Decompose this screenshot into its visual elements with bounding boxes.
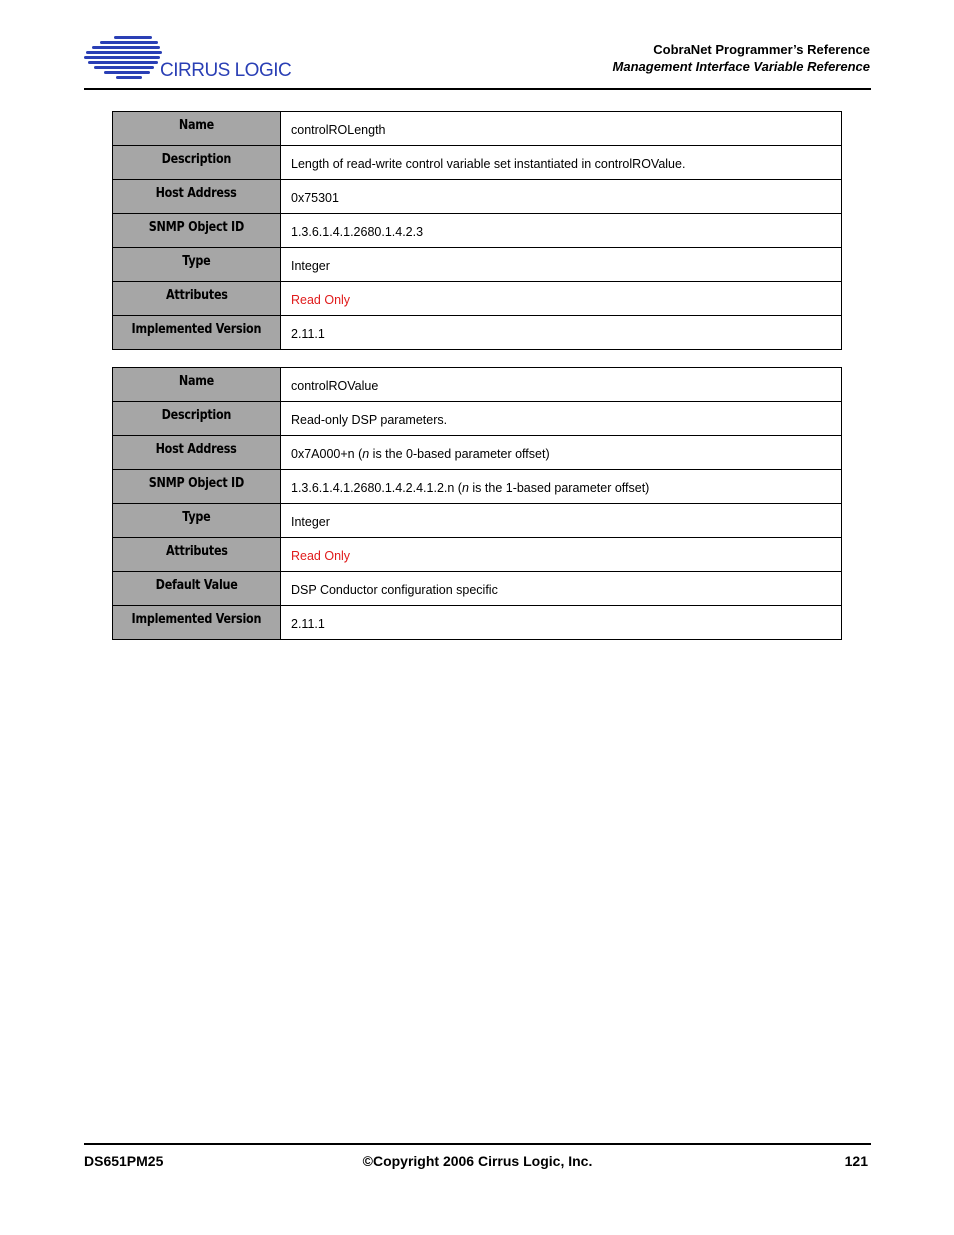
value-part: 0x7A000+n (: [291, 447, 363, 461]
row-value: [281, 436, 842, 470]
row-value: Integer: [281, 504, 842, 538]
value-italic: n: [461, 481, 469, 495]
row-value: 2.11.1: [281, 606, 842, 640]
row-key: Type: [182, 510, 211, 525]
row-value: Length of read-write control variable set instantiated in controlROValue.: [281, 146, 842, 180]
logo-wordmark: CIRRUS LOGIC: [160, 60, 292, 81]
logo-globe-icon: [84, 34, 294, 82]
row-value: 1.3.6.1.4.1.2680.1.4.2.3: [281, 214, 842, 248]
table-row: [113, 504, 842, 538]
table-row: [113, 606, 842, 640]
footer-rule: [84, 1143, 871, 1145]
row-key: Description: [161, 152, 232, 167]
table-row: [113, 402, 842, 436]
cirrus-logic-logo: [84, 34, 294, 82]
row-value: Read-only DSP parameters.: [281, 402, 842, 436]
header-rule: [84, 88, 871, 90]
table-row: [113, 214, 842, 248]
row-key: Name: [178, 374, 215, 389]
table-row: [113, 248, 842, 282]
row-key: SNMP Object ID: [148, 220, 245, 235]
row-key: Implemented Version: [131, 612, 262, 627]
row-value: DSP Conductor configuration specific: [281, 572, 842, 606]
table-row: [113, 572, 842, 606]
row-value: Integer: [281, 248, 842, 282]
row-key: Implemented Version: [131, 322, 262, 337]
row-value: [281, 470, 842, 504]
doc-id: DS651PM25: [84, 1153, 164, 1169]
row-value: controlROLength: [281, 112, 842, 146]
attribute-read-only: Read Only: [281, 538, 842, 572]
row-key: Attributes: [165, 544, 228, 559]
value-part: is the 0-based parameter offset): [369, 447, 550, 461]
table-row: [113, 180, 842, 214]
row-key: Description: [161, 408, 232, 423]
copyright: ©Copyright 2006 Cirrus Logic, Inc.: [362, 1153, 593, 1169]
row-value: controlROValue: [281, 368, 842, 402]
row-key: Default Value: [155, 578, 238, 593]
page-header: [613, 41, 870, 75]
row-key: Name: [178, 118, 215, 133]
row-value: 0x75301: [281, 180, 842, 214]
table-row: [113, 316, 842, 350]
value-italic: n: [362, 447, 370, 461]
row-value: 2.11.1: [281, 316, 842, 350]
table-row: [113, 470, 842, 504]
variable-table-controlROLength: [112, 111, 842, 350]
row-key: Host Address: [156, 442, 237, 457]
section-title: Management Interface Variable Reference: [612, 59, 870, 74]
row-key: Host Address: [156, 186, 237, 201]
value-part: is the 1-based parameter offset): [468, 481, 650, 495]
page-number: 121: [844, 1153, 868, 1169]
row-key: Type: [182, 254, 211, 269]
row-key: Attributes: [165, 288, 228, 303]
doc-title: CobraNet Programmer’s Reference: [653, 42, 870, 57]
table-row: [113, 538, 842, 572]
table-row: [113, 146, 842, 180]
table-row: [113, 282, 842, 316]
row-key: SNMP Object ID: [148, 476, 245, 491]
table-row: [113, 436, 842, 470]
table-row: [113, 368, 842, 402]
variable-table-controlROValue: [112, 367, 842, 640]
attribute-read-only: Read Only: [281, 282, 842, 316]
value-part: 1.3.6.1.4.1.2680.1.4.2.4.1.2.n (: [291, 481, 462, 495]
table-row: [113, 112, 842, 146]
